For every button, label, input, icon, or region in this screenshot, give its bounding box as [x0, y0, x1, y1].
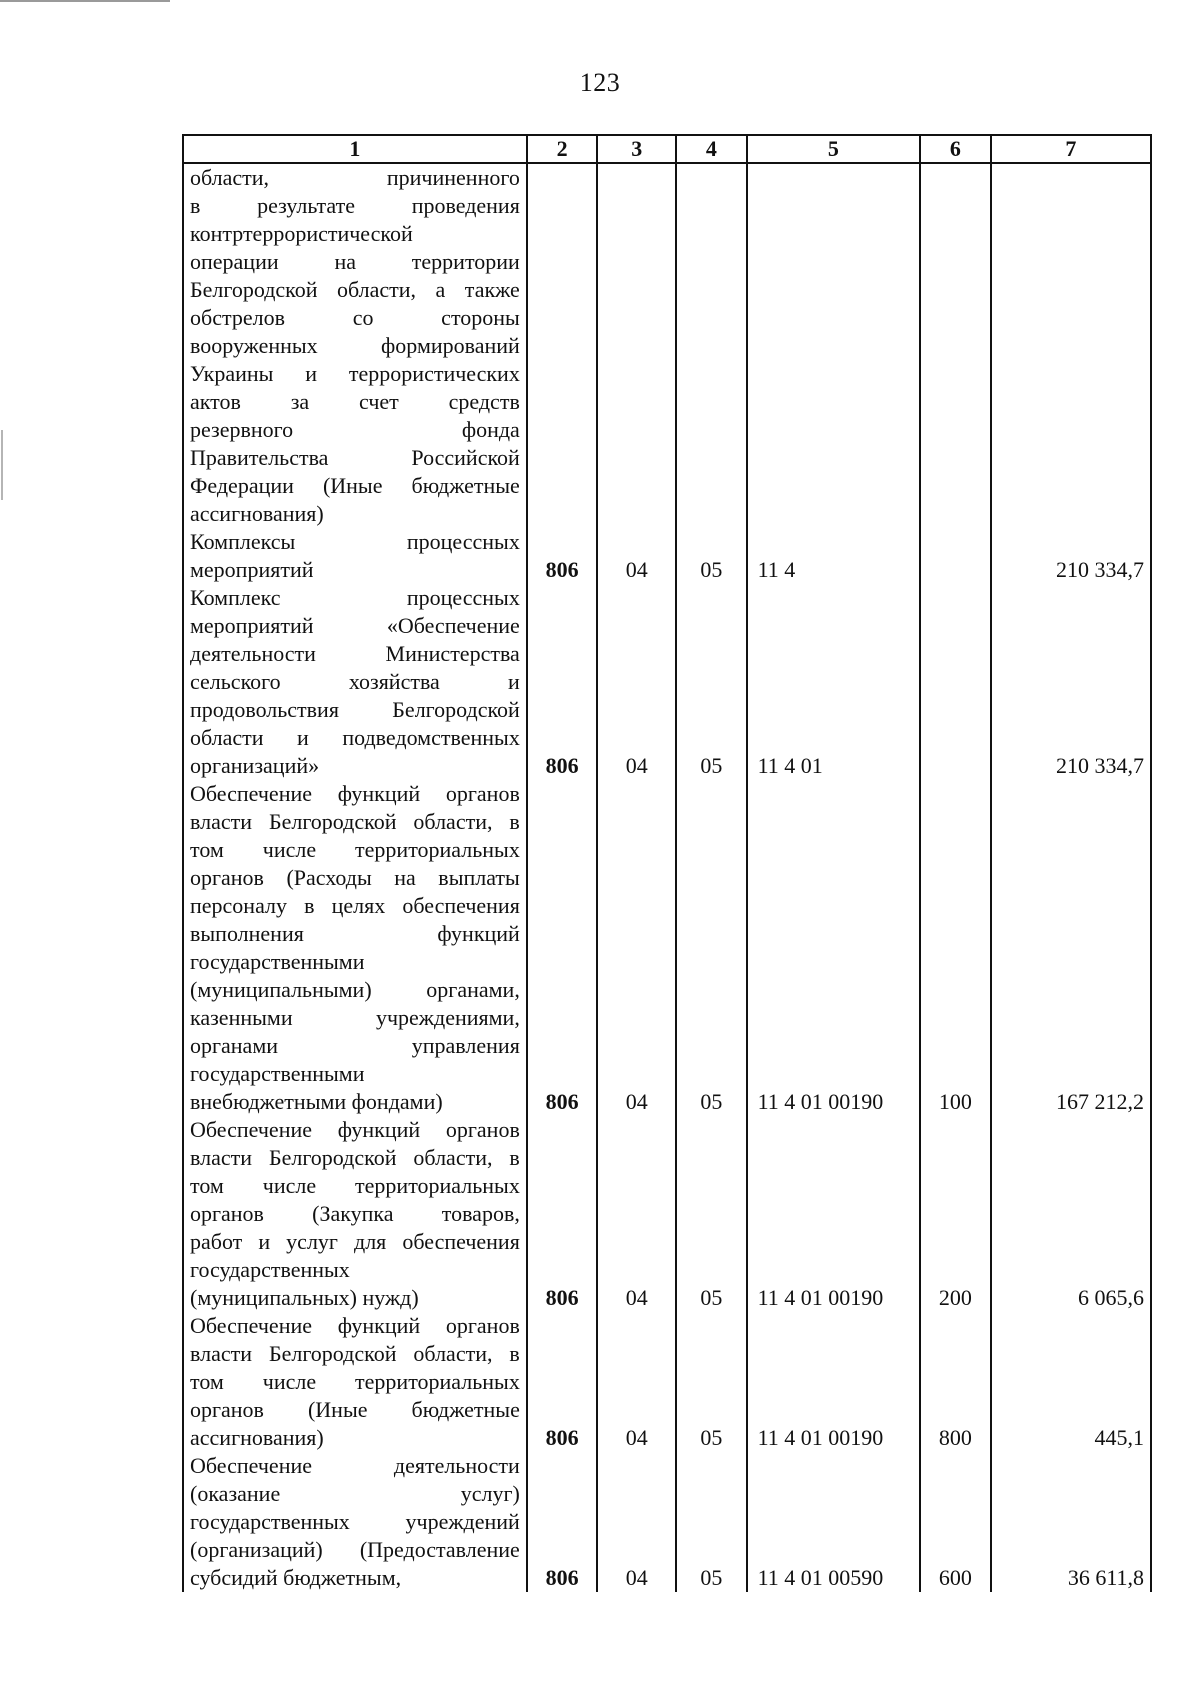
- description-line: внебюджетными фондами): [190, 1089, 443, 1114]
- column-header-7: 7: [991, 135, 1151, 163]
- description-line: Белгородской области, а также: [190, 277, 520, 302]
- description-line: (муниципальных) нужд): [190, 1285, 419, 1310]
- grbs-code: 806: [527, 1312, 598, 1452]
- empty-cell: [676, 163, 747, 528]
- description-line: государственных: [190, 1257, 350, 1282]
- description-line: продовольствия Белгородской: [190, 697, 520, 722]
- description-line: ассигнования): [190, 1425, 324, 1450]
- description-line: власти Белгородской области, в: [190, 1145, 520, 1170]
- description-line: Обеспечение функций органов: [190, 781, 520, 806]
- section-code: 04: [597, 584, 676, 780]
- description-line: Федерации (Иные бюджетные: [190, 473, 520, 498]
- section-code: 04: [597, 528, 676, 584]
- column-header-3: 3: [597, 135, 676, 163]
- scan-edge-top: [0, 0, 170, 2]
- description-line: персоналу в целях обеспечения: [190, 893, 520, 918]
- amount-value: 36 611,8: [991, 1452, 1151, 1592]
- section-code: 04: [597, 1312, 676, 1452]
- description-line: контртеррористической: [190, 221, 413, 246]
- subsection-code: 05: [676, 1452, 747, 1592]
- description-line: власти Белгородской области, в: [190, 809, 520, 834]
- description-line: Обеспечение функций органов: [190, 1313, 520, 1338]
- amount-value: 210 334,7: [991, 528, 1151, 584]
- description-line: органами управления: [190, 1033, 520, 1058]
- amount-value: 167 212,2: [991, 780, 1151, 1116]
- description-line: Комплекс процессных: [190, 585, 520, 610]
- grbs-code: 806: [527, 780, 598, 1116]
- section-code: 04: [597, 1116, 676, 1312]
- subsection-code: 05: [676, 1312, 747, 1452]
- description-line: государственными: [190, 949, 365, 974]
- expense-type-code: 800: [920, 1312, 991, 1452]
- subsection-code: 05: [676, 780, 747, 1116]
- description-line: актов за счет средств: [190, 389, 520, 414]
- table-header-row: [183, 135, 1151, 163]
- table-row: [183, 1452, 1151, 1592]
- empty-cell: [747, 163, 920, 528]
- description-line: государственными: [190, 1061, 365, 1086]
- row-description: [183, 1452, 527, 1592]
- table-row: [183, 780, 1151, 1116]
- budget-table-container: [182, 134, 1152, 1604]
- amount-value: 210 334,7: [991, 584, 1151, 780]
- target-article-code: 11 4 01: [747, 584, 920, 780]
- subsection-code: 05: [676, 528, 747, 584]
- description-line: вооруженных формирований: [190, 333, 520, 358]
- target-article-code: 11 4 01 00190: [747, 1116, 920, 1312]
- description-line: Правительства Российской: [190, 445, 520, 470]
- description-line: органов (Расходы на выплаты: [190, 865, 520, 890]
- column-header-2: 2: [527, 135, 598, 163]
- description-line: сельского хозяйства и: [190, 669, 520, 694]
- table-body: [183, 163, 1151, 1592]
- target-article-code: 11 4 01 00190: [747, 780, 920, 1116]
- expense-type-code: 100: [920, 780, 991, 1116]
- expense-type-code: [920, 584, 991, 780]
- description-line: мероприятий: [190, 557, 314, 582]
- grbs-code: 806: [527, 584, 598, 780]
- target-article-code: 11 4 01 00590: [747, 1452, 920, 1592]
- target-article-code: 11 4 01 00190: [747, 1312, 920, 1452]
- page-number: 123: [579, 68, 621, 97]
- description-line: государственных учреждений: [190, 1509, 520, 1534]
- grbs-code: 806: [527, 1116, 598, 1312]
- description-line: том числе территориальных: [190, 1173, 520, 1198]
- row-description: [183, 528, 527, 584]
- description-line: органов (Иные бюджетные: [190, 1397, 520, 1422]
- grbs-code: 806: [527, 528, 598, 584]
- expense-type-code: [920, 528, 991, 584]
- description-line: области и подведомственных: [190, 725, 520, 750]
- row-description: [183, 1116, 527, 1312]
- description-line: казенными учреждениями,: [190, 1005, 520, 1030]
- empty-cell: [527, 163, 598, 528]
- table-row: [183, 528, 1151, 584]
- grbs-code: 806: [527, 1452, 598, 1592]
- description-line: работ и услуг для обеспечения: [190, 1229, 520, 1254]
- section-code: 04: [597, 1452, 676, 1592]
- section-code: 04: [597, 780, 676, 1116]
- description-line: области, причиненного: [190, 165, 520, 190]
- description-line: обстрелов со стороны: [190, 305, 520, 330]
- column-header-5: 5: [747, 135, 920, 163]
- expense-type-code: 600: [920, 1452, 991, 1592]
- empty-cell: [991, 163, 1151, 528]
- budget-table: [182, 134, 1152, 1592]
- subsection-code: 05: [676, 1116, 747, 1312]
- amount-value: 445,1: [991, 1312, 1151, 1452]
- description-line: деятельности Министерства: [190, 641, 520, 666]
- continuation-description: [183, 163, 527, 528]
- description-line: операции на территории: [190, 249, 520, 274]
- empty-cell: [597, 163, 676, 528]
- row-description: [183, 584, 527, 780]
- scan-edge-left: [1, 430, 3, 500]
- description-line: органов (Закупка товаров,: [190, 1201, 520, 1226]
- description-line: в результате проведения: [190, 193, 520, 218]
- description-line: мероприятий «Обеспечение: [190, 613, 520, 638]
- description-line: резервного фонда: [190, 417, 520, 442]
- amount-value: 6 065,6: [991, 1116, 1151, 1312]
- description-line: Обеспечение деятельности: [190, 1453, 520, 1478]
- description-line: (оказание услуг): [190, 1481, 520, 1506]
- description-line: выполнения функций: [190, 921, 520, 946]
- table-row: [183, 1312, 1151, 1452]
- column-header-1: 1: [183, 135, 527, 163]
- description-line: Обеспечение функций органов: [190, 1117, 520, 1142]
- description-line: том числе территориальных: [190, 1369, 520, 1394]
- row-description: [183, 1312, 527, 1452]
- target-article-code: 11 4: [747, 528, 920, 584]
- row-description: [183, 780, 527, 1116]
- table-row: [183, 1116, 1151, 1312]
- description-line: Украины и террористических: [190, 361, 520, 386]
- column-header-6: 6: [920, 135, 991, 163]
- expense-type-code: 200: [920, 1116, 991, 1312]
- empty-cell: [920, 163, 991, 528]
- description-line: (организаций) (Предоставление: [190, 1537, 520, 1562]
- description-line: субсидий бюджетным,: [190, 1565, 402, 1590]
- subsection-code: 05: [676, 584, 747, 780]
- description-line: том числе территориальных: [190, 837, 520, 862]
- description-line: Комплексы процессных: [190, 529, 520, 554]
- description-line: ассигнования): [190, 501, 324, 526]
- column-header-4: 4: [676, 135, 747, 163]
- description-line: организаций»: [190, 753, 320, 778]
- description-line: власти Белгородской области, в: [190, 1341, 520, 1366]
- table-row: [183, 584, 1151, 780]
- description-line: (муниципальными) органами,: [190, 977, 520, 1002]
- continuation-row: [183, 163, 1151, 528]
